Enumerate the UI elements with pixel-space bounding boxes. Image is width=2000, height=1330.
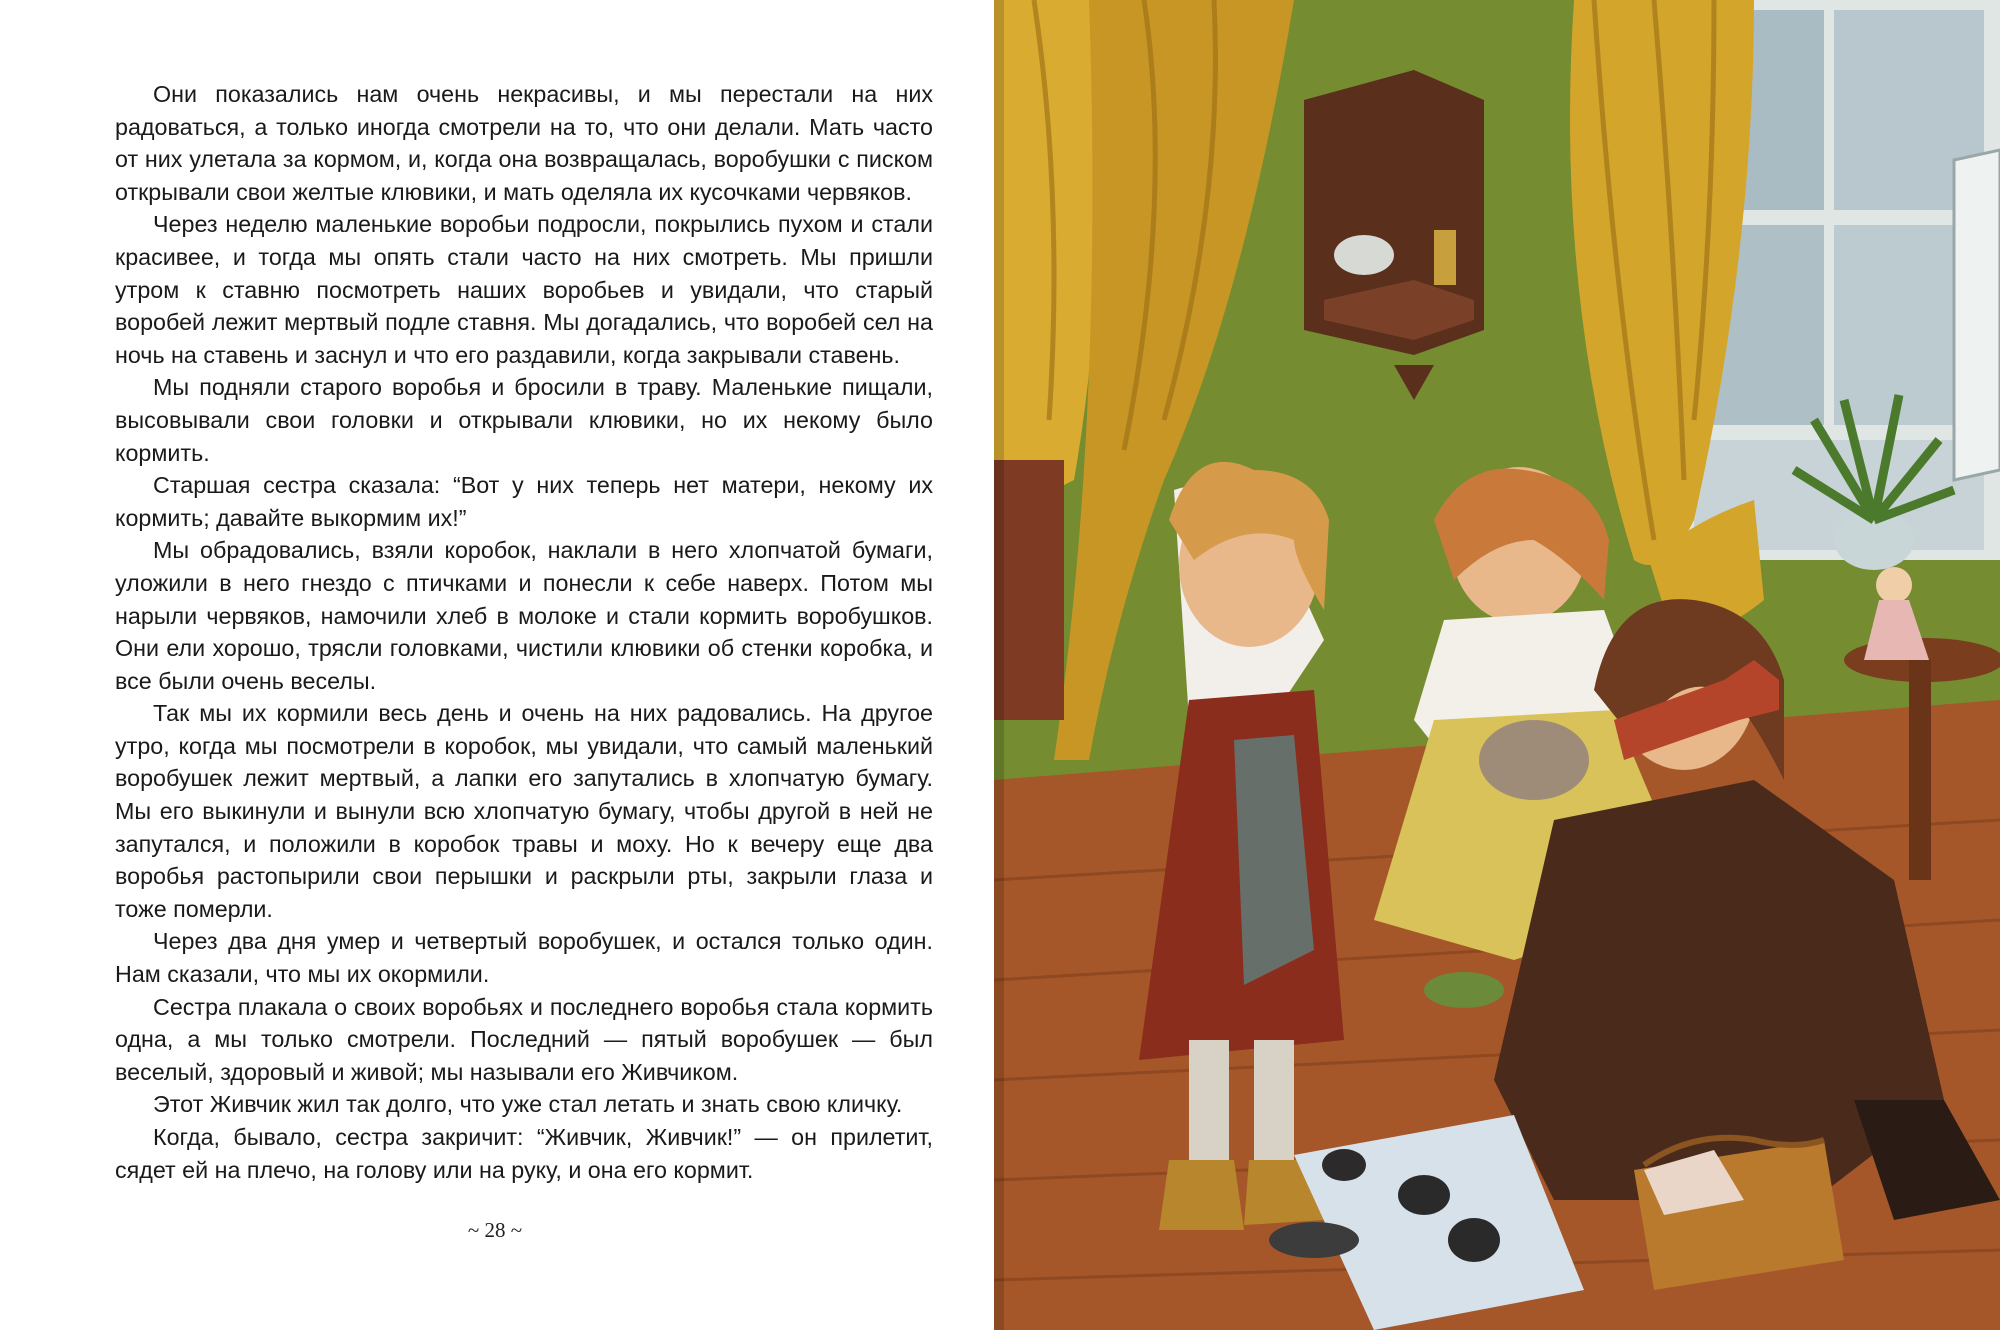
paragraph: Мы обрадовались, взяли коробок, наклали в него хлопчатой бумаги, уложили в него гнездо с птичками и понесли к себе наверх. Потом мы нарыли червяков, намочили хлеб в молоке и стали кормить воробушков. Они ели хорошо, трясли головками, чистили клювики об стенки коробка, и все были очень веселы. <box>115 537 933 694</box>
paragraph: Старшая сестра сказала: “Вот у них теперь нет матери, некому их кормить; давайте выкормим их!” <box>115 472 933 531</box>
chair <box>994 460 1064 720</box>
illustration-svg <box>994 0 2000 1330</box>
paragraph: Мы подняли старого воробья и бросили в траву. Маленькие пищали, высовывали свои головки и открывали клювики, но их некому было кормить. <box>115 374 933 466</box>
bowl <box>1269 1222 1359 1258</box>
paragraph: Так мы их кормили весь день и очень на них радовались. На другое утро, когда мы посмотрели в коробок, мы увидали, что самый маленький воробушек лежит мертвый, а лапки его запутались в хлопчатую бумагу. Мы его выкинули и вынули всю хлопчатую бумагу, чтобы другой в ней не запутался, и положили в коробок травы и моху. Но к вечеру еще два воробья растопырили свои перышки и раскрыли рты, закрыли глаза и тоже померли. <box>115 700 933 922</box>
paragraph: Сестра плакала о своих воробьях и последнего воробья стала кормить одна, а мы только смотрели. Последний — пятый воробушек — был веселый, здоровый и живой; мы называли его Живчиком. <box>115 993 933 1085</box>
illustration <box>994 0 2000 1330</box>
left-page <box>0 0 990 1330</box>
paragraph: Через два дня умер и четвертый воробушек, и остался только один. Нам сказали, что мы их окормили. <box>115 928 933 988</box>
paragraph: Через неделю маленькие воробьи подросли, покрылись пухом и стали красивее, и тогда мы опять стали часто на них смотреть. Мы пришли утром к ставню посмотреть наших воробьев и увидали, что старый воробей лежит мертвый подле ставня. Мы догадались, что воробей сел на ночь на ставень и заснул и что его раздавили, когда закрывали ставень. <box>115 211 933 368</box>
paragraph: Они показались нам очень некрасивы, и мы перестали на них радоваться, а только иногда смотрели на то, что они делали. Мать часто от них улетала за кормом, и, когда она возвращалась, воробушки с писком открывали свои желтые клювики, и мать оделяла их кусочками червяков. <box>115 81 933 205</box>
paragraph: Этот Живчик жил так долго, что уже стал летать и знать свою кличку. <box>153 1091 903 1118</box>
gutter-shadow <box>994 0 1004 1330</box>
page-number: ~ 28 ~ <box>467 1218 523 1242</box>
story-text <box>115 78 933 1186</box>
paragraph: Когда, бывало, сестра закричит: “Живчик, Живчик!” — он прилетит, сядет ей на плечо, на голову или на руку, и она его кормит. <box>115 1124 933 1183</box>
